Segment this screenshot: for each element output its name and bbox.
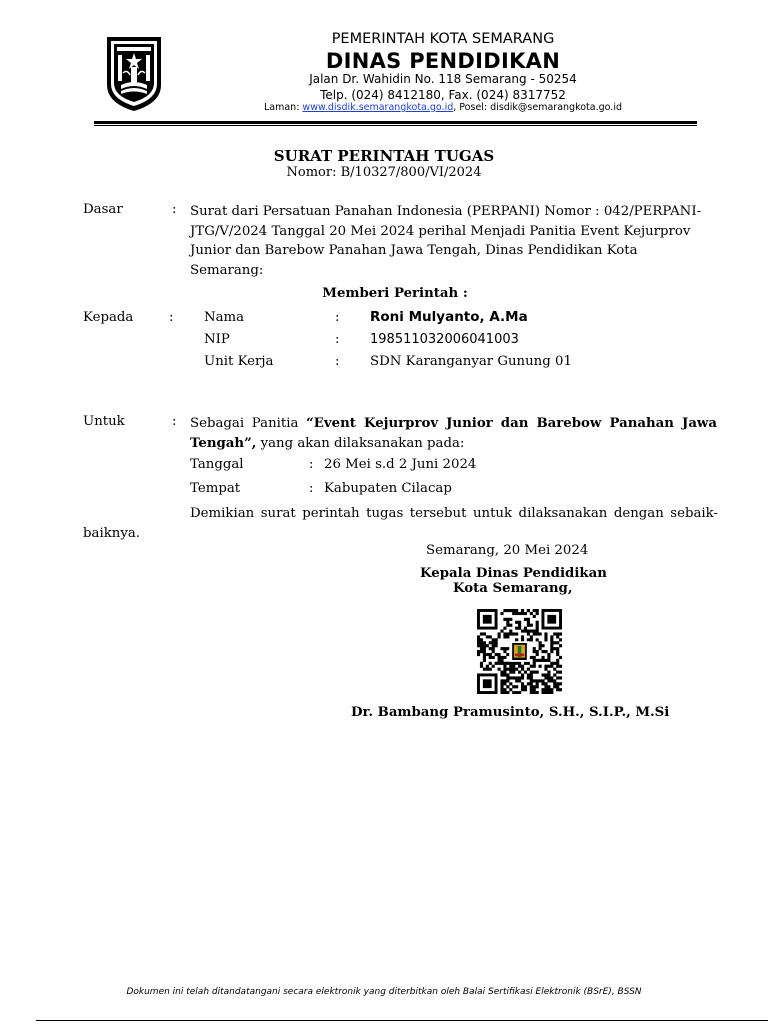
detail-value-tempat: Kabupaten Cilacap xyxy=(324,481,452,496)
page-bottom-rule xyxy=(36,1020,768,1021)
website-link[interactable]: www.disdik.semarangkota.go.id xyxy=(302,102,454,113)
field-label-nama: Nama xyxy=(204,310,245,325)
field-colon-nip: : xyxy=(335,332,340,347)
dasar-label: Dasar xyxy=(83,202,123,217)
untuk-text-suffix: yang akan dilaksanakan pada: xyxy=(256,435,465,451)
agency-phone: Telp. (024) 8412180, Fax. (024) 8317752 xyxy=(320,88,566,102)
dasar-colon: : xyxy=(172,202,177,217)
government-name: PEMERINTAH KOTA SEMARANG xyxy=(331,31,555,47)
field-value-unit-kerja: SDN Karanganyar Gunung 01 xyxy=(370,354,572,369)
letterhead-rule-thin xyxy=(94,125,697,126)
untuk-colon: : xyxy=(172,414,177,429)
dasar-text: Surat dari Persatuan Panahan Indonesia (PERPANI) Nomor : 042/PERPANI-JTG/V/2024 Tanggal 20 Mei 2024 perihal Menjadi Panitia Event Kejurprov Junior dan Barebow Panahan Jawa Tengah, Dinas Pendidikan Kota Semarang: xyxy=(190,204,702,279)
agency-address: Jalan Dr. Wahidin No. 118 Semarang - 50254 xyxy=(309,72,577,86)
untuk-text xyxy=(190,414,717,453)
detail-value-tanggal: 26 Mei s.d 2 Juni 2024 xyxy=(324,457,477,472)
agency-name: DINAS PENDIDIKAN xyxy=(325,49,561,73)
event-name: “Event Kejurprov Junior dan Barebow Panahan Jawa Tengah”, xyxy=(190,416,717,451)
untuk-label: Untuk xyxy=(83,414,125,429)
untuk-text-prefix: Sebagai Panitia xyxy=(190,416,307,431)
document-title: SURAT PERINTAH TUGAS xyxy=(273,147,495,165)
qr-code-signature-icon xyxy=(477,609,562,694)
field-label-unit-kerja: Unit Kerja xyxy=(204,354,274,369)
detail-label-tanggal: Tanggal xyxy=(190,457,244,472)
signer-position-line2: Kota Semarang, xyxy=(453,581,573,596)
agency-contact xyxy=(183,102,703,113)
semarang-city-crest-icon xyxy=(105,33,163,113)
field-colon-nama: : xyxy=(335,310,340,325)
kepada-label: Kepada xyxy=(83,310,134,325)
field-value-nip: 198511032006041003 xyxy=(370,332,519,347)
letterhead-rule-thick xyxy=(94,121,697,124)
kepada-colon: : xyxy=(169,310,174,325)
signer-name: Dr. Bambang Pramusinto, S.H., S.I.P., M.Si xyxy=(351,705,670,720)
document-number: Nomor: B/10327/800/VI/2024 xyxy=(286,165,482,180)
e-signature-footnote: Dokumen ini telah ditandatangani secara elektronik yang diterbitkan oleh Balai Sertifikasi Elektronik (BSrE), BSSN xyxy=(126,987,642,997)
web-prefix: Laman: xyxy=(263,102,303,113)
email-text: , Posel: disdik@semarangkota.go.id xyxy=(453,102,622,113)
detail-label-tempat: Tempat xyxy=(190,481,241,496)
field-colon-unit-kerja: : xyxy=(335,354,340,369)
signer-position-line1: Kepala Dinas Pendidikan xyxy=(420,566,607,581)
perintah-heading: Memberi Perintah : xyxy=(322,286,468,301)
detail-colon-tanggal: : xyxy=(309,457,314,472)
detail-colon-tempat: : xyxy=(309,481,314,496)
field-value-nama: Roni Mulyanto, A.Ma xyxy=(370,309,528,325)
place-date: Semarang, 20 Mei 2024 xyxy=(426,543,589,558)
field-label-nip: NIP xyxy=(204,332,230,347)
closing-paragraph: Demikian surat perintah tugas tersebut untuk dilaksanakan dengan sebaik-baiknya. xyxy=(83,506,718,541)
